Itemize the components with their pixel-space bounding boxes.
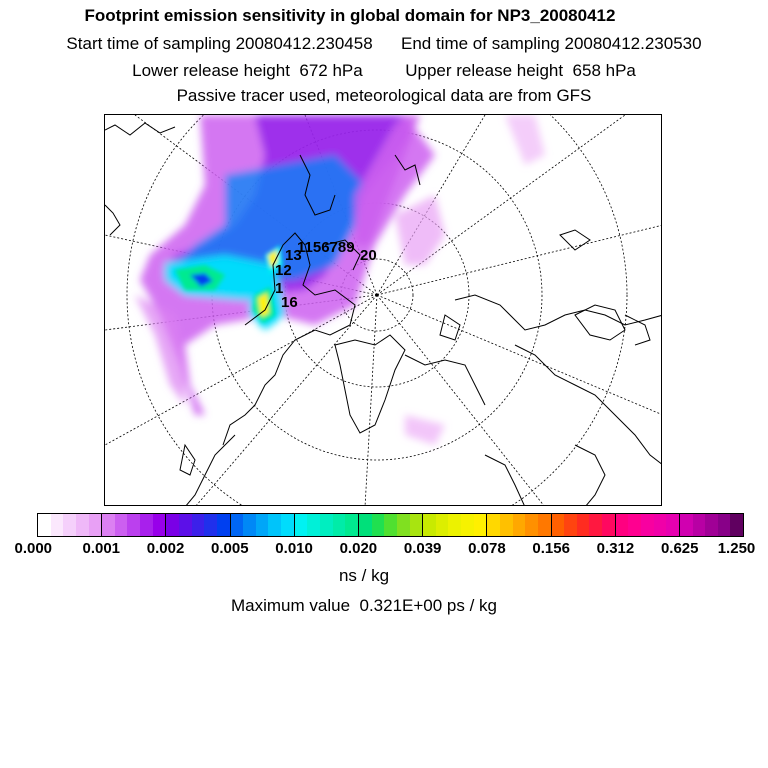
colorbar-cell: [589, 514, 602, 536]
colorbar-tick-label: 0.156: [532, 540, 570, 557]
colorbar-cell: [628, 514, 641, 536]
colorbar-cell: [552, 514, 565, 536]
colorbar-cell: [140, 514, 153, 536]
colorbar-cell: [705, 514, 718, 536]
map-label-1: 1: [275, 280, 284, 297]
colorbar-cell: [192, 514, 205, 536]
map-label-16: 16: [281, 294, 298, 311]
colorbar-cell: [384, 514, 397, 536]
end-time: End time of sampling 20080412.230530: [401, 34, 702, 53]
colorbar-cell: [423, 514, 436, 536]
colorbar-cell: [89, 514, 102, 536]
colorbar-cell: [127, 514, 140, 536]
colorbar-cell: [538, 514, 551, 536]
colorbar-cell: [718, 514, 731, 536]
colorbar-tick-label: 1.250: [717, 540, 756, 557]
tracer-note: Passive tracer used, meteorological data are from GFS: [176, 86, 592, 105]
colorbar-block: [487, 514, 551, 536]
colorbar-cell: [359, 514, 372, 536]
colorbar-cell: [63, 514, 76, 536]
colorbar-cell: [730, 514, 743, 536]
maximum-value: Maximum value 0.321E+00 ps / kg: [230, 596, 498, 615]
unit-label: ns / kg: [338, 566, 390, 585]
map-canvas: [105, 115, 662, 506]
colorbar-block: [102, 514, 166, 536]
map-label-cluster-top: 1156789: [297, 239, 355, 256]
colorbar-cell: [268, 514, 281, 536]
colorbar-cell: [295, 514, 308, 536]
release-heights: [0, 61, 768, 81]
colorbar-cell: [564, 514, 577, 536]
colorbar-block: [231, 514, 295, 536]
colorbar-cell: [680, 514, 693, 536]
colorbar-tick-label: 0.020: [339, 540, 378, 557]
colorbar-cell: [333, 514, 346, 536]
colorbar-cell: [231, 514, 244, 536]
colorbar-cell: [115, 514, 128, 536]
colorbar-tick-label: 0.078: [468, 540, 506, 557]
colorbar-block: [38, 514, 102, 536]
colorbar-cell: [166, 514, 179, 536]
sampling-times: [0, 34, 768, 54]
colorbar-cell: [76, 514, 89, 536]
colorbar-tick-label: 0.039: [403, 540, 442, 557]
map-label-cluster-right: 20: [360, 247, 377, 264]
colorbar-cell: [256, 514, 269, 536]
colorbar-tick-label: 0.001: [82, 540, 121, 557]
colorbar-cell: [461, 514, 474, 536]
colorbar-cell: [436, 514, 449, 536]
colorbar-cell: [525, 514, 538, 536]
colorbar-block: [552, 514, 616, 536]
colorbar-cell: [38, 514, 51, 536]
map-label-13: 13: [285, 247, 302, 264]
colorbar-cell: [345, 514, 358, 536]
colorbar-block: [616, 514, 680, 536]
colorbar-cell: [410, 514, 423, 536]
colorbar-cell: [448, 514, 461, 536]
colorbar: [37, 513, 744, 537]
colorbar-tick-label: 0.625: [660, 540, 699, 557]
colorbar-block: [295, 514, 359, 536]
colorbar-block: [423, 514, 487, 536]
colorbar-cell: [179, 514, 192, 536]
colorbar-cell: [641, 514, 654, 536]
colorbar-cell: [153, 514, 166, 536]
lower-release-height: Lower release height 672 hPa: [132, 61, 363, 80]
colorbar-cell: [487, 514, 500, 536]
colorbar-cell: [666, 514, 679, 536]
colorbar-cell: [243, 514, 256, 536]
colorbar-tick-label: 0.000: [14, 540, 53, 557]
colorbar-cell: [654, 514, 667, 536]
colorbar-tick-label: 0.005: [211, 540, 249, 557]
emission-plume: [135, 115, 545, 445]
map-label-12: 12: [275, 262, 292, 279]
colorbar-cell: [513, 514, 526, 536]
start-time: Start time of sampling 20080412.230458: [66, 34, 373, 53]
colorbar-cell: [602, 514, 615, 536]
colorbar-cell: [500, 514, 513, 536]
colorbar-cell: [616, 514, 629, 536]
colorbar-cell: [281, 514, 294, 536]
colorbar-cell: [320, 514, 333, 536]
colorbar-cell: [397, 514, 410, 536]
colorbar-cell: [204, 514, 217, 536]
colorbar-cell: [693, 514, 706, 536]
colorbar-cell: [307, 514, 320, 536]
colorbar-tick-label: 0.312: [596, 540, 635, 557]
colorbar-tick-label: 0.002: [146, 540, 185, 557]
colorbar-cell: [217, 514, 230, 536]
colorbar-cell: [51, 514, 64, 536]
colorbar-tick-label: 0.010: [275, 540, 313, 557]
upper-release-height: Upper release height 658 hPa: [405, 61, 636, 80]
polar-map: [104, 114, 662, 506]
colorbar-cell: [577, 514, 590, 536]
colorbar-block: [359, 514, 423, 536]
colorbar-block: [680, 514, 743, 536]
colorbar-cell: [474, 514, 487, 536]
colorbar-cell: [372, 514, 385, 536]
colorbar-block: [166, 514, 230, 536]
plot-title: Footprint emission sensitivity in global domain for NP3_20080412: [84, 6, 616, 25]
colorbar-cell: [102, 514, 115, 536]
